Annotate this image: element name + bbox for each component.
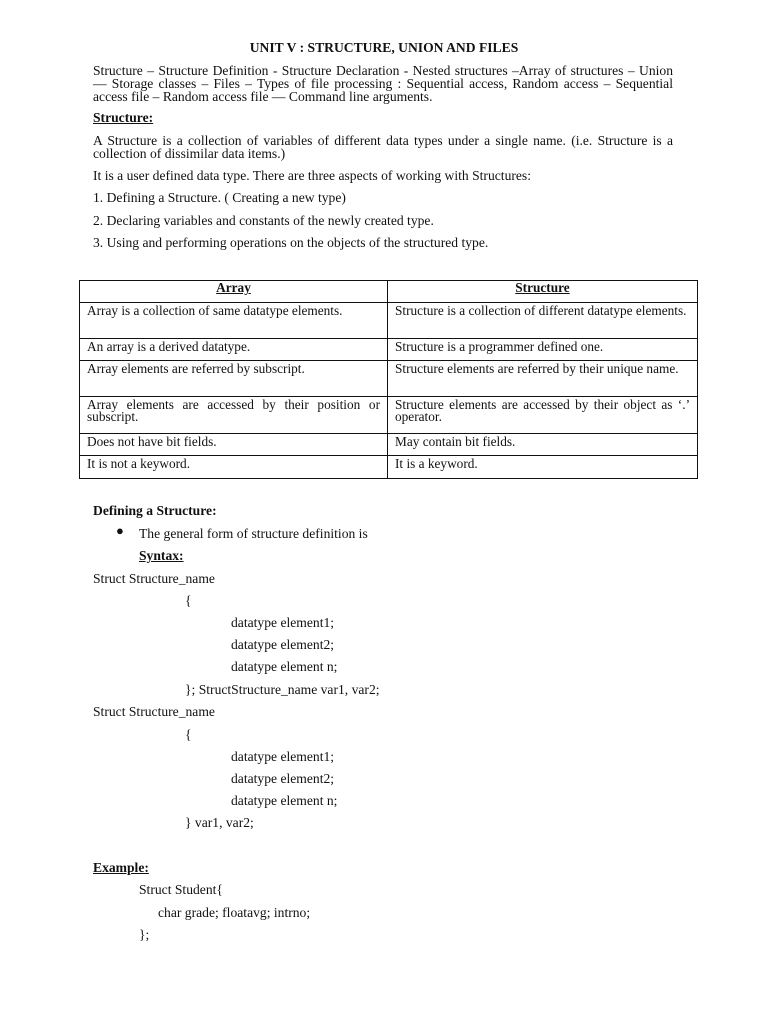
table-cell: Structure is a programmer defined one. [388,339,698,361]
syntax2-element: datatype element1; [231,749,335,764]
table-row [80,434,698,456]
syntax1-element: datatype element2; [231,637,335,652]
syntax2-element: datatype element n; [231,793,338,808]
table-cell: It is a keyword. [388,456,698,479]
syntax1-struct-line: Struct Structure_name [93,571,215,586]
table-cell: Array elements are accessed by their position or subscript. [80,397,388,434]
column-header-array: Array [80,281,388,303]
syntax2-struct-line: Struct Structure_name [93,704,215,719]
table-cell: Structure elements are referred by their unique name. [388,361,698,397]
table-cell: Array elements are referred by subscript. [80,361,388,397]
table-cell: It is not a keyword. [80,456,388,479]
aspect-item: 2. Declaring variables and constants of the newly created type. [93,213,434,228]
array-vs-structure-table [79,280,698,479]
user-defined-text: It is a user defined data type. There are three aspects of working with Structures: [93,168,531,183]
syntax2-open-brace: { [185,727,192,742]
page-title: UNIT V : STRUCTURE, UNION AND FILES [249,40,519,55]
table-row [80,456,698,479]
aspect-item: 3. Using and performing operations on the objects of the structured type. [93,235,489,250]
syntax1-element: datatype element n; [231,659,338,674]
bullet-icon: ● [116,523,124,538]
example-line: }; [139,927,150,942]
table-row [80,397,698,434]
syntax1-element: datatype element1; [231,615,335,630]
table-cell: Array is a collection of same datatype elements. [80,303,388,339]
syntax1-open-brace: { [185,593,192,608]
table-cell: Does not have bit fields. [80,434,388,456]
table-header-row [80,281,698,303]
syntax2-close: } var1, var2; [185,815,254,830]
table-cell: Structure is a collection of different datatype elements. [388,303,698,339]
example-line: Struct Student{ [139,882,223,897]
structure-definition: A Structure is a collection of variables of different data types under a single name. (i.e. Structure is a collection of dissimilar data items.) [93,133,673,161]
table-row [80,303,698,339]
general-form-text: The general form of structure definition is [139,526,368,541]
column-header-structure: Structure [388,281,698,303]
defining-structure-heading: Defining a Structure: [93,503,217,518]
table-cell: An array is a derived datatype. [80,339,388,361]
example-line: char grade; floatavg; intrno; [158,905,311,920]
syntax1-close: }; StructStructure_name var1, var2; [185,682,380,697]
table-cell: Structure elements are accessed by their object as ‘.’ operator. [388,397,698,434]
structure-heading: Structure: [93,110,154,125]
aspect-item: 1. Defining a Structure. ( Creating a new type) [93,190,346,205]
table-row [80,361,698,397]
syntax-label: Syntax: [139,548,184,563]
syllabus-text: Structure – Structure Definition - Structure Declaration - Nested structures –Array of structures – Union — Storage classes – Files – Types of file processing : Sequential access, Random access – Sequential access file – Random access file — Command line arguments. [93,63,673,104]
table-cell: May contain bit fields. [388,434,698,456]
example-label: Example: [93,860,149,875]
syntax2-element: datatype element2; [231,771,335,786]
table-row [80,339,698,361]
